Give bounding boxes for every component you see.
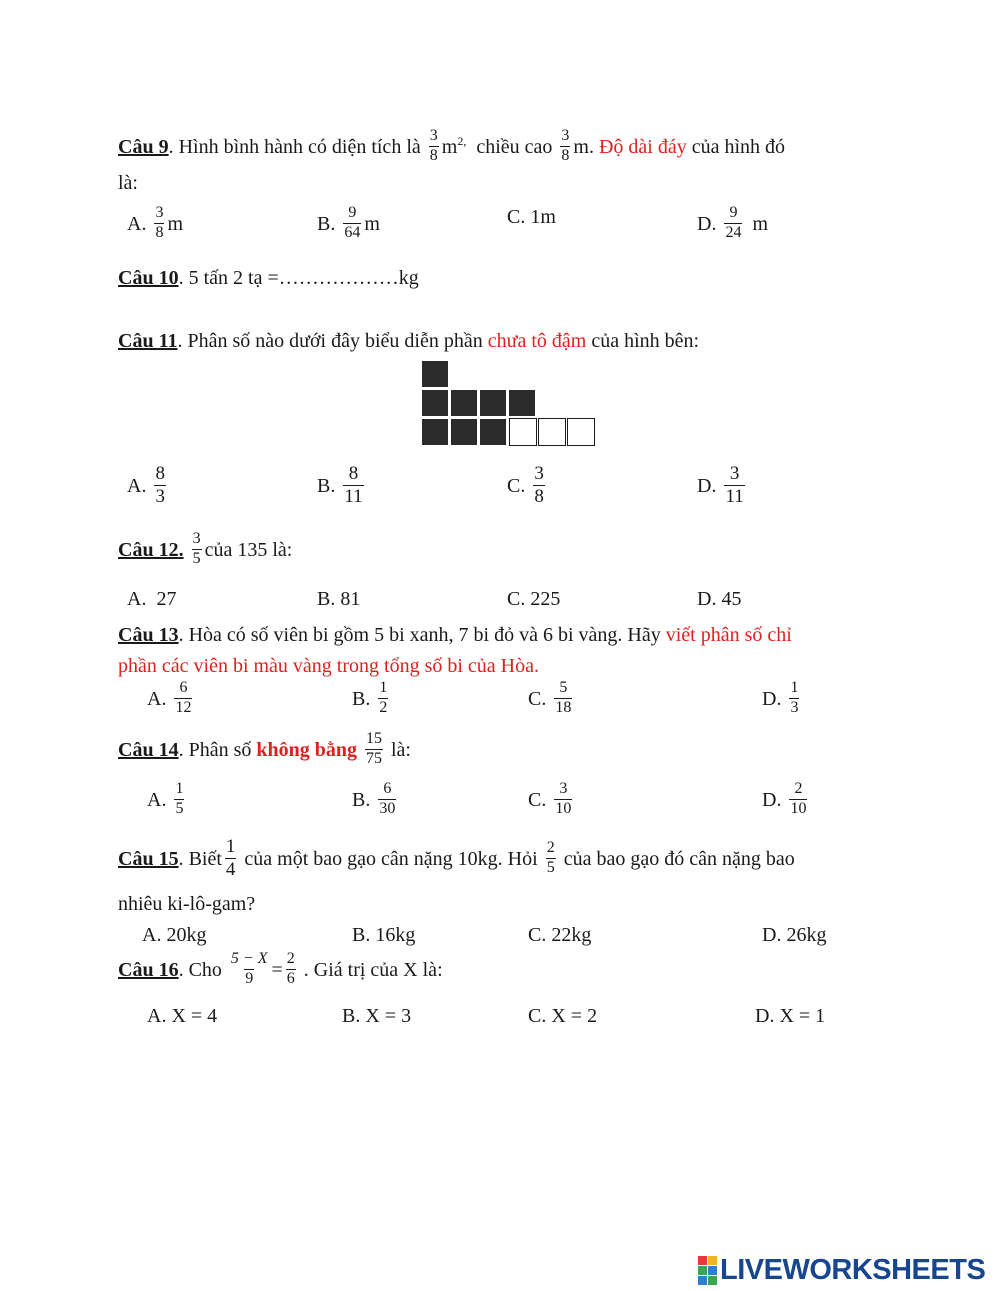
q16-text-2: . Giá trị của X là: [303, 958, 443, 981]
q9-height-fraction: $\frac{3}{8}$ [561, 127, 570, 164]
question-15-label: Câu 15 [118, 848, 179, 871]
q9-option-c[interactable]: C. 1m [507, 206, 556, 228]
q15-fraction-2: $\frac{2}{5}$ [546, 839, 555, 876]
q16-option-c[interactable]: C. X = 2 [528, 1005, 598, 1027]
q12-option-d[interactable]: D. 45 [697, 588, 742, 610]
q13-option-c[interactable]: C. $\frac{5}{18}$ [528, 679, 572, 716]
q15-text-4: nhiêu ki-lô-gam? [118, 893, 256, 915]
question-9 [118, 127, 786, 167]
q15-text-2: của một bao gạo cân nặng 10kg. Hỏi [244, 848, 538, 871]
q14-option-b[interactable]: B. $\frac{6}{30}$ [352, 780, 396, 817]
question-16-label: Câu 16 [118, 958, 179, 981]
q9-option-b[interactable]: B. $\frac{9}{64}$ m [317, 204, 380, 241]
q11-text-2: của hình bên: [591, 330, 700, 352]
q14-option-a[interactable]: A. $\frac{1}{5}$ [147, 780, 184, 817]
q9-text-3: m. [573, 135, 594, 158]
q9-superscript: 2, [457, 134, 467, 149]
q11-option-b[interactable]: B. $\frac{8}{11}$ [317, 463, 363, 507]
grid-cell-shaded [421, 360, 449, 388]
q16-fraction-1: $\frac{5 - X}{9}$ [230, 950, 268, 987]
grid-cell-empty [509, 418, 537, 446]
liveworksheets-logo[interactable] [698, 1254, 985, 1287]
question-16 [118, 950, 443, 990]
q9-area-fraction: $\frac{3}{8}$ [429, 127, 438, 164]
q16-option-a[interactable]: A. X = 4 [147, 1005, 218, 1027]
q9-option-a[interactable]: A. $\frac{3}{8}$ m [127, 204, 184, 241]
grid-cell-shaded [479, 389, 507, 417]
q15-option-b[interactable]: B. 16kg [352, 924, 416, 946]
question-14 [118, 730, 411, 770]
q12-dot: . [178, 538, 184, 561]
logo-text: LIVEWORKSHEETS [720, 1254, 986, 1286]
q16-text-1: . Cho [178, 958, 222, 981]
q9-unit: m [441, 135, 458, 158]
question-13-label: Câu 13 [118, 624, 179, 646]
grid-cell-shaded [450, 418, 478, 446]
question-11-label: Câu 11 [118, 330, 178, 352]
q13-highlight-2: phần các viên bi màu vàng trong tổng số bi của Hòa. [118, 655, 539, 677]
q14-fraction: $\frac{15}{75}$ [366, 730, 382, 767]
q11-option-a[interactable]: A. $\frac{8}{3}$ [127, 463, 165, 507]
q9-option-d[interactable]: D. $\frac{9}{24}$ m [697, 204, 769, 241]
q16-equals: = [271, 958, 283, 981]
grid-cell-shaded [450, 389, 478, 417]
q14-text-2: là: [391, 738, 411, 761]
q16-option-d[interactable]: D. X = 1 [755, 1005, 826, 1027]
q15-option-d[interactable]: D. 26kg [762, 924, 827, 946]
question-9-label: Câu 9 [118, 135, 169, 158]
q10-text: . 5 tấn 2 tạ =………………kg [178, 267, 419, 289]
grid-cell-empty [567, 418, 595, 446]
logo-icon [698, 1256, 720, 1286]
q14-option-c[interactable]: C. $\frac{3}{10}$ [528, 780, 572, 817]
grid-cell-shaded [479, 418, 507, 446]
grid-cell-shaded [421, 389, 449, 417]
q15-option-c[interactable]: C. 22kg [528, 924, 592, 946]
q9-highlight: Độ dài đáy [598, 135, 687, 158]
q16-fraction-2: $\frac{2}{6}$ [286, 950, 295, 987]
q12-option-c[interactable]: C. 225 [507, 588, 561, 610]
q15-option-a[interactable]: A. 20kg [142, 924, 207, 946]
q11-option-c[interactable]: C. $\frac{3}{8}$ [507, 463, 544, 507]
q11-highlight: chưa tô đậm [487, 330, 587, 352]
q9-text-1: . Hình bình hành có diện tích là [168, 135, 421, 158]
q12-option-b[interactable]: B. 81 [317, 588, 361, 610]
question-10-label: Câu 10 [118, 267, 179, 289]
q9-text-5: là: [118, 172, 138, 194]
q12-fraction: $\frac{3}{5}$ [192, 530, 201, 567]
question-12-label: Câu 12 [118, 538, 179, 561]
q15-text-1: . Biết [178, 848, 222, 871]
q9-text-2: chiều cao [476, 135, 553, 158]
q15-text-3: của bao gạo đó cân nặng bao [563, 848, 795, 871]
q13-text-1: . Hòa có số viên bi gồm 5 bi xanh, 7 bi đỏ và 6 bi vàng. Hãy [178, 624, 661, 646]
q14-text-1: . Phân số [178, 738, 252, 761]
q13-option-b[interactable]: B. $\frac{1}{2}$ [352, 679, 388, 716]
grid-cell-empty [538, 418, 566, 446]
grid-cell-shaded [421, 418, 449, 446]
q12-text: của 135 là: [204, 538, 293, 561]
q11-option-d[interactable]: D. $\frac{3}{11}$ [697, 463, 744, 507]
question-13 [118, 625, 792, 645]
q12-option-a[interactable]: A. 27 [127, 588, 177, 610]
question-10 [118, 268, 419, 288]
q9-text-4: của hình đó [691, 135, 786, 158]
question-12 [118, 530, 293, 570]
question-14-label: Câu 14 [118, 738, 179, 761]
grid-cell-shaded [508, 389, 536, 417]
q13-highlight-1: viết phân số chỉ [665, 624, 792, 646]
question-15 [118, 836, 795, 882]
q16-option-b[interactable]: B. X = 3 [342, 1005, 412, 1027]
q11-text-1: . Phân số nào dưới đây biểu diễn phần [177, 330, 483, 352]
q14-highlight: không bằng [256, 738, 357, 761]
q15-fraction-1: $\frac{1}{4}$ [225, 836, 236, 880]
question-11 [118, 331, 699, 351]
q13-option-d[interactable]: D. $\frac{1}{3}$ [762, 679, 799, 716]
q13-option-a[interactable]: A. $\frac{6}{12}$ [147, 679, 192, 716]
q14-option-d[interactable]: D. $\frac{2}{10}$ [762, 780, 807, 817]
